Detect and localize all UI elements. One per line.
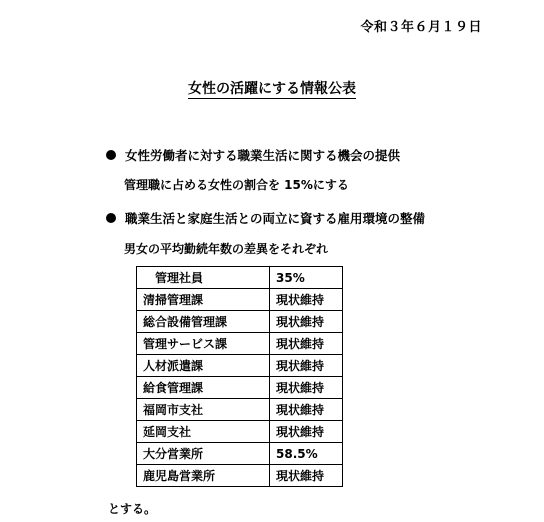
table-row xyxy=(137,333,343,355)
table-row xyxy=(137,465,343,487)
closing-text: とする。 xyxy=(108,502,157,516)
table-row xyxy=(137,399,343,421)
value-cell: 現状維持 xyxy=(270,333,343,355)
tenure-gap-table xyxy=(136,266,343,487)
department-cell: 鹿児島営業所 xyxy=(137,465,270,487)
section-2-heading xyxy=(106,209,425,227)
section-2-detail: 男女の平均勤続年数の差異をそれぞれ xyxy=(124,242,329,256)
department-cell: 給食管理課 xyxy=(137,377,270,399)
department-cell: 管理サービス課 xyxy=(137,333,270,355)
section-1-heading xyxy=(106,146,400,164)
value-cell: 現状維持 xyxy=(270,377,343,399)
value-cell: 現状維持 xyxy=(270,399,343,421)
table-row xyxy=(137,267,343,289)
bullet-icon xyxy=(106,150,116,160)
value-cell: 現状維持 xyxy=(270,465,343,487)
table-row xyxy=(137,377,343,399)
section-1-detail: 管理職に占める女性の割合を 15%にする xyxy=(124,178,349,192)
department-cell: 福岡市支社 xyxy=(137,399,270,421)
department-cell: 清掃管理課 xyxy=(137,289,270,311)
value-cell: 現状維持 xyxy=(270,421,343,443)
department-cell: 人材派遣課 xyxy=(137,355,270,377)
table-row xyxy=(137,421,343,443)
section-1-heading-text: 女性労働者に対する職業生活に関する機会の提供 xyxy=(125,148,401,163)
table-row xyxy=(137,311,343,333)
value-cell: 58.5% xyxy=(270,443,343,465)
department-cell: 大分営業所 xyxy=(137,443,270,465)
value-cell: 現状維持 xyxy=(270,289,343,311)
document-title-text: 女性の活躍にする情報公表 xyxy=(188,81,356,97)
section-2-heading-text: 職業生活と家庭生活との両立に資する雇用環境の整備 xyxy=(125,211,426,226)
department-cell: 総合設備管理課 xyxy=(137,311,270,333)
document-date: 令和３年６月１９日 xyxy=(360,20,482,35)
table-row xyxy=(137,289,343,311)
value-cell: 現状維持 xyxy=(270,311,343,333)
value-cell: 現状維持 xyxy=(270,355,343,377)
department-cell: 管理社員 xyxy=(137,267,270,289)
department-cell: 延岡支社 xyxy=(137,421,270,443)
table-row xyxy=(137,443,343,465)
table-row xyxy=(137,355,343,377)
value-cell: 35% xyxy=(270,267,343,289)
document-title xyxy=(0,78,544,98)
bullet-icon xyxy=(106,213,116,223)
